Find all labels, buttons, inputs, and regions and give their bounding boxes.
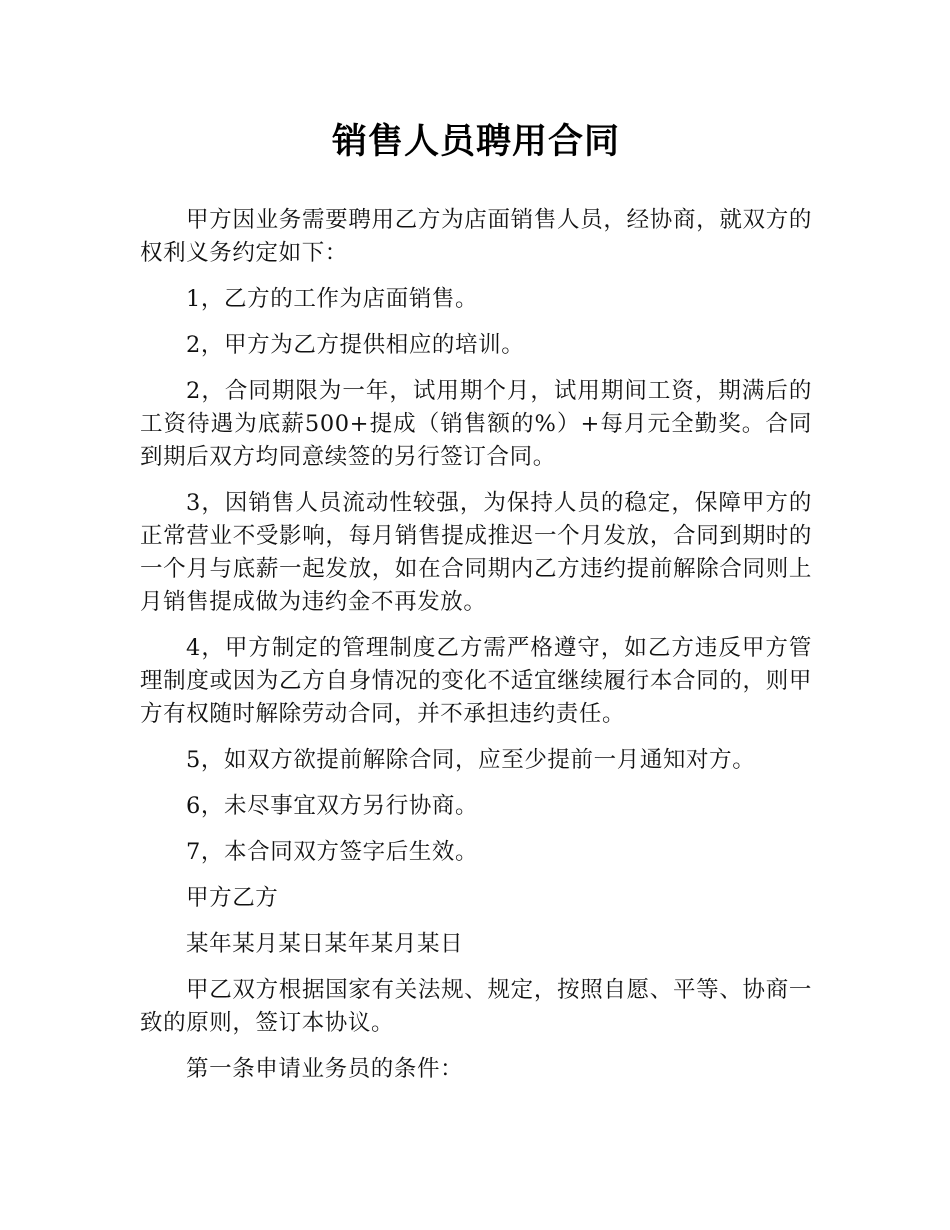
intro-paragraph: 甲方因业务需要聘用乙方为店面销售人员，经协商，就双方的权利义务约定如下： (140, 207, 812, 266)
agreement-preamble: 甲乙双方根据国家有关法规、规定，按照自愿、平等、协商一致的原则，签订本协议。 (140, 977, 812, 1036)
clause-6: 6，未尽事宜双方另行协商。 (186, 793, 479, 819)
signature-parties: 甲方乙方 (186, 885, 279, 911)
clause-2-term: 2，合同期限为一年，试用期个月，试用期间工资，期满后的工资待遇为底薪500+提成（销售额的%）+每月元全勤奖。合同到期后双方均同意续签的另行签订合同。 (140, 378, 812, 470)
clause-4: 4，甲方制定的管理制度乙方需严格遵守，如乙方违反甲方管理制度或因为乙方自身情况的变化不适宜继续履行本合同的，则甲方有权随时解除劳动合同，并不承担违约责任。 (140, 635, 812, 727)
clause-3: 3，因销售人员流动性较强，为保持人员的稳定，保障甲方的正常营业不受影响，每月销售提成推迟一个月发放，合同到期时的一个月与底薪一起发放，如在合同期内乙方违约提前解除合同则上月销售提成做为违约金不再发放。 (140, 490, 812, 615)
clause-2-training: 2，甲方为乙方提供相应的培训。 (186, 332, 525, 358)
document-title: 销售人员聘用合同 (331, 122, 620, 162)
document-body (140, 204, 812, 1086)
clause-5: 5，如双方欲提前解除合同，应至少提前一月通知对方。 (186, 747, 756, 773)
article-1-heading: 第一条申请业务员的条件： (186, 1056, 464, 1082)
clause-7: 7，本合同双方签字后生效。 (186, 839, 479, 865)
signature-dates: 某年某月某日某年某月某日 (186, 931, 464, 957)
clause-1: 1，乙方的工作为店面销售。 (186, 286, 479, 312)
